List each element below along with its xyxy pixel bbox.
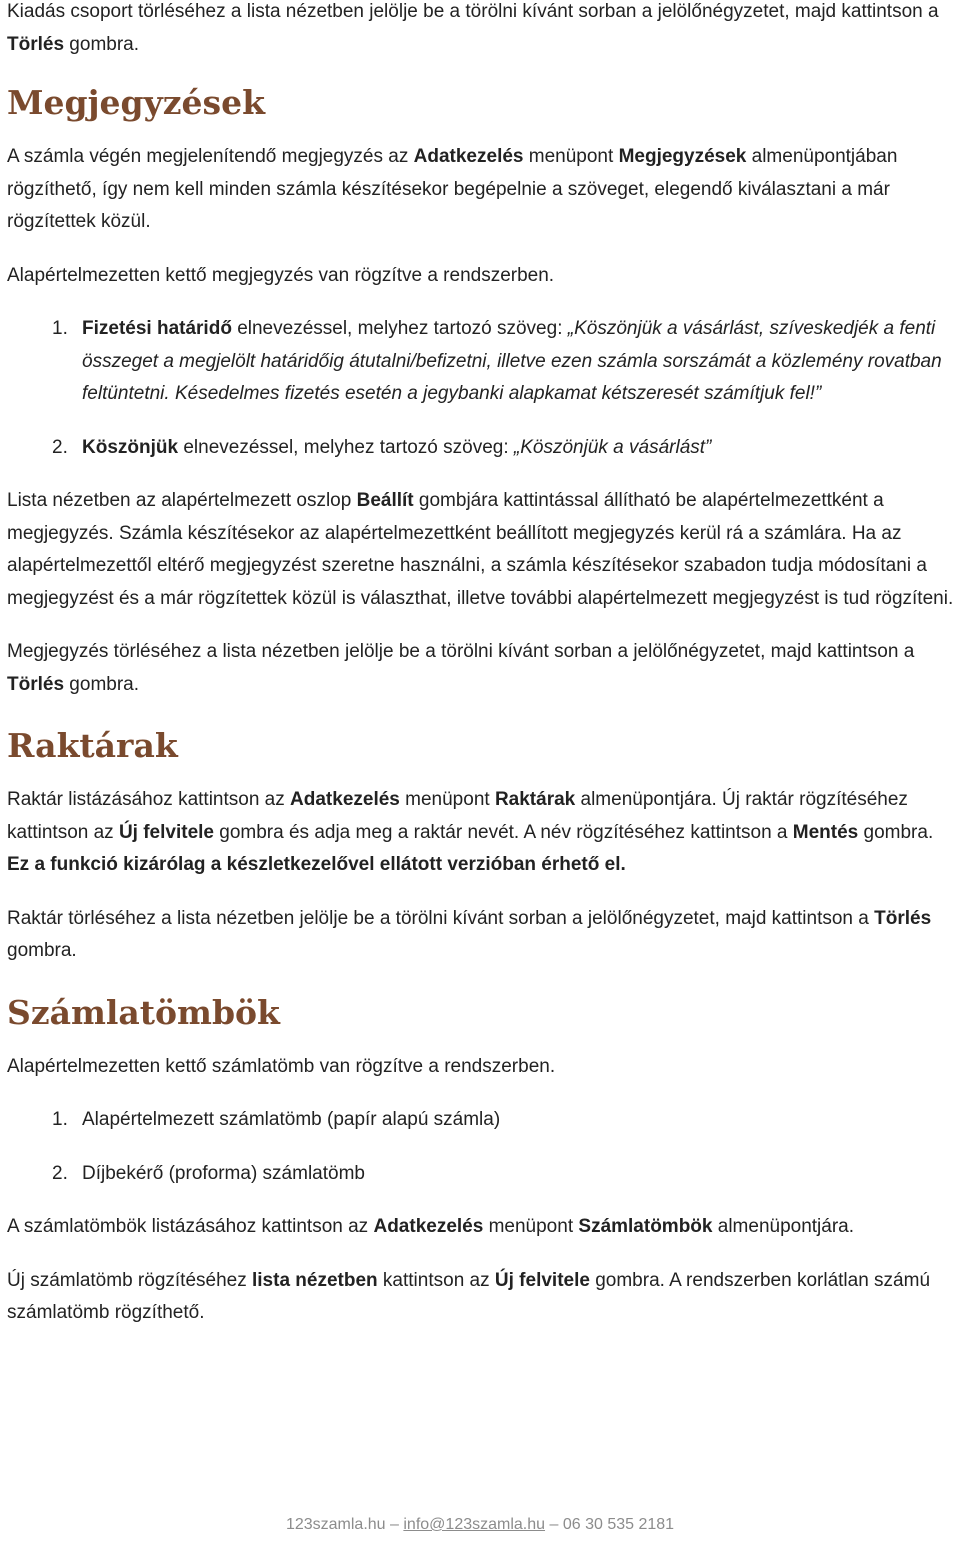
invoicebooks-paragraph-1: Alapértelmezetten kettő számlatömb van rögzítve a rendszerben. [7, 1055, 556, 1077]
footer-site: 123szamla.hu [285, 1516, 386, 1533]
invoicebooks-paragraph-2: A számlatömbök listázásához kattintson az Adatkezelés menüpont Számlatömbök almenüpontjára. [7, 1216, 855, 1237]
intro-paragraph: Kiadás csoport törléséhez a lista nézetben jelölje be a törölni kívánt sorban a jelölőnégyzetet, majd kattintson a Törlés gombra. [7, 1, 939, 55]
notes-paragraph-1: A számla végén megjelenítendő megjegyzés az Adatkezelés menüpont Megjegyzések almenüpontjában rögzíthető, így nem kell minden számla készítésekor begépelnie a szöveget, elegendő kiválasztani a már rögzítettek közül. [7, 146, 898, 232]
notes-paragraph-3: Lista nézetben az alapértelmezett oszlop Beállít gombjára kattintással állítható be alapértelmezettként a megjegyzés. Számla készítésekor az alapértelmezettként beállított megjegyzés kerül rá a számlára. Ha az alapértelmezettől eltérő megjegyzést szeretne használni, a számla készítésekor szabadon tudja módosítani a megjegyzést és a már rögzítettek közül is választhat, illetve további alapértelmezett megjegyzést is tud rögzíteni. [7, 490, 954, 609]
footer-phone: 06 30 535 2181 [562, 1516, 675, 1533]
delete-term: Törlés [7, 33, 65, 55]
warehouses-paragraph-1: Raktár listázásához kattintson az Adatkezelés menüpont Raktárak almenüpontjára. Új raktár rögzítéséhez kattintson az Új felvitele gombra és adja meg a raktár nevét. A név rögzítéséhez kattintson a Mentés gombra. Ez a funkció kizárólag a készletkezelővel ellátott verzióban érhető el. [7, 789, 934, 875]
page-footer: 123szamla.hu – info@123szamla.hu – 06 30 535 2181 [285, 1516, 675, 1533]
warehouses-heading: Raktárak [7, 726, 178, 765]
invoicebooks-paragraph-3: Új számlatömb rögzítéséhez lista nézetben kattintson az Új felvitele gombra. A rendszerben korlátlan számú számlatömb rögzíthető. [7, 1269, 931, 1323]
list-item: 2. Díjbekérő (proforma) számlatömb [52, 1162, 365, 1184]
list-item: 2. Köszönjük elnevezéssel, melyhez tartozó szöveg: „Köszönjük a vásárlást” [52, 436, 712, 458]
warehouses-paragraph-2: Raktár törléséhez a lista nézetben jelölje be a törölni kívánt sorban a jelölőnégyzetet, majd kattintson a Törlés gombra. [7, 907, 932, 961]
invoicebooks-list [7, 1104, 954, 1190]
footer-email-link[interactable]: info@123szamla.hu [403, 1516, 546, 1533]
list-item: 1. Alapértelmezett számlatömb (papír alapú számla) [52, 1109, 501, 1130]
invoicebooks-heading: Számlatömbök [7, 992, 280, 1032]
notes-paragraph-4: Megjegyzés törléséhez a lista nézetben jelölje be a törölni kívánt sorban a jelölőnégyzetet, majd kattintson a Törlés gombra. [7, 641, 915, 695]
list-item: 1. Fizetési határidő elnevezéssel, melyhez tartozó szöveg: „Köszönjük a vásárlást, szíveskedjék a fenti összeget a megjelölt határidőig átutalni/befizetni, illetve ezen számla sorszámát a közlemény rovatban feltüntetni. Késedelmes fizetés esetén a jegybanki alapkamat kétszeresét számítjuk fel!” [52, 318, 942, 404]
notes-list [7, 313, 954, 464]
notes-heading: Megjegyzések [7, 83, 265, 122]
notes-paragraph-2: Alapértelmezetten kettő megjegyzés van rögzítve a rendszerben. [7, 264, 555, 286]
